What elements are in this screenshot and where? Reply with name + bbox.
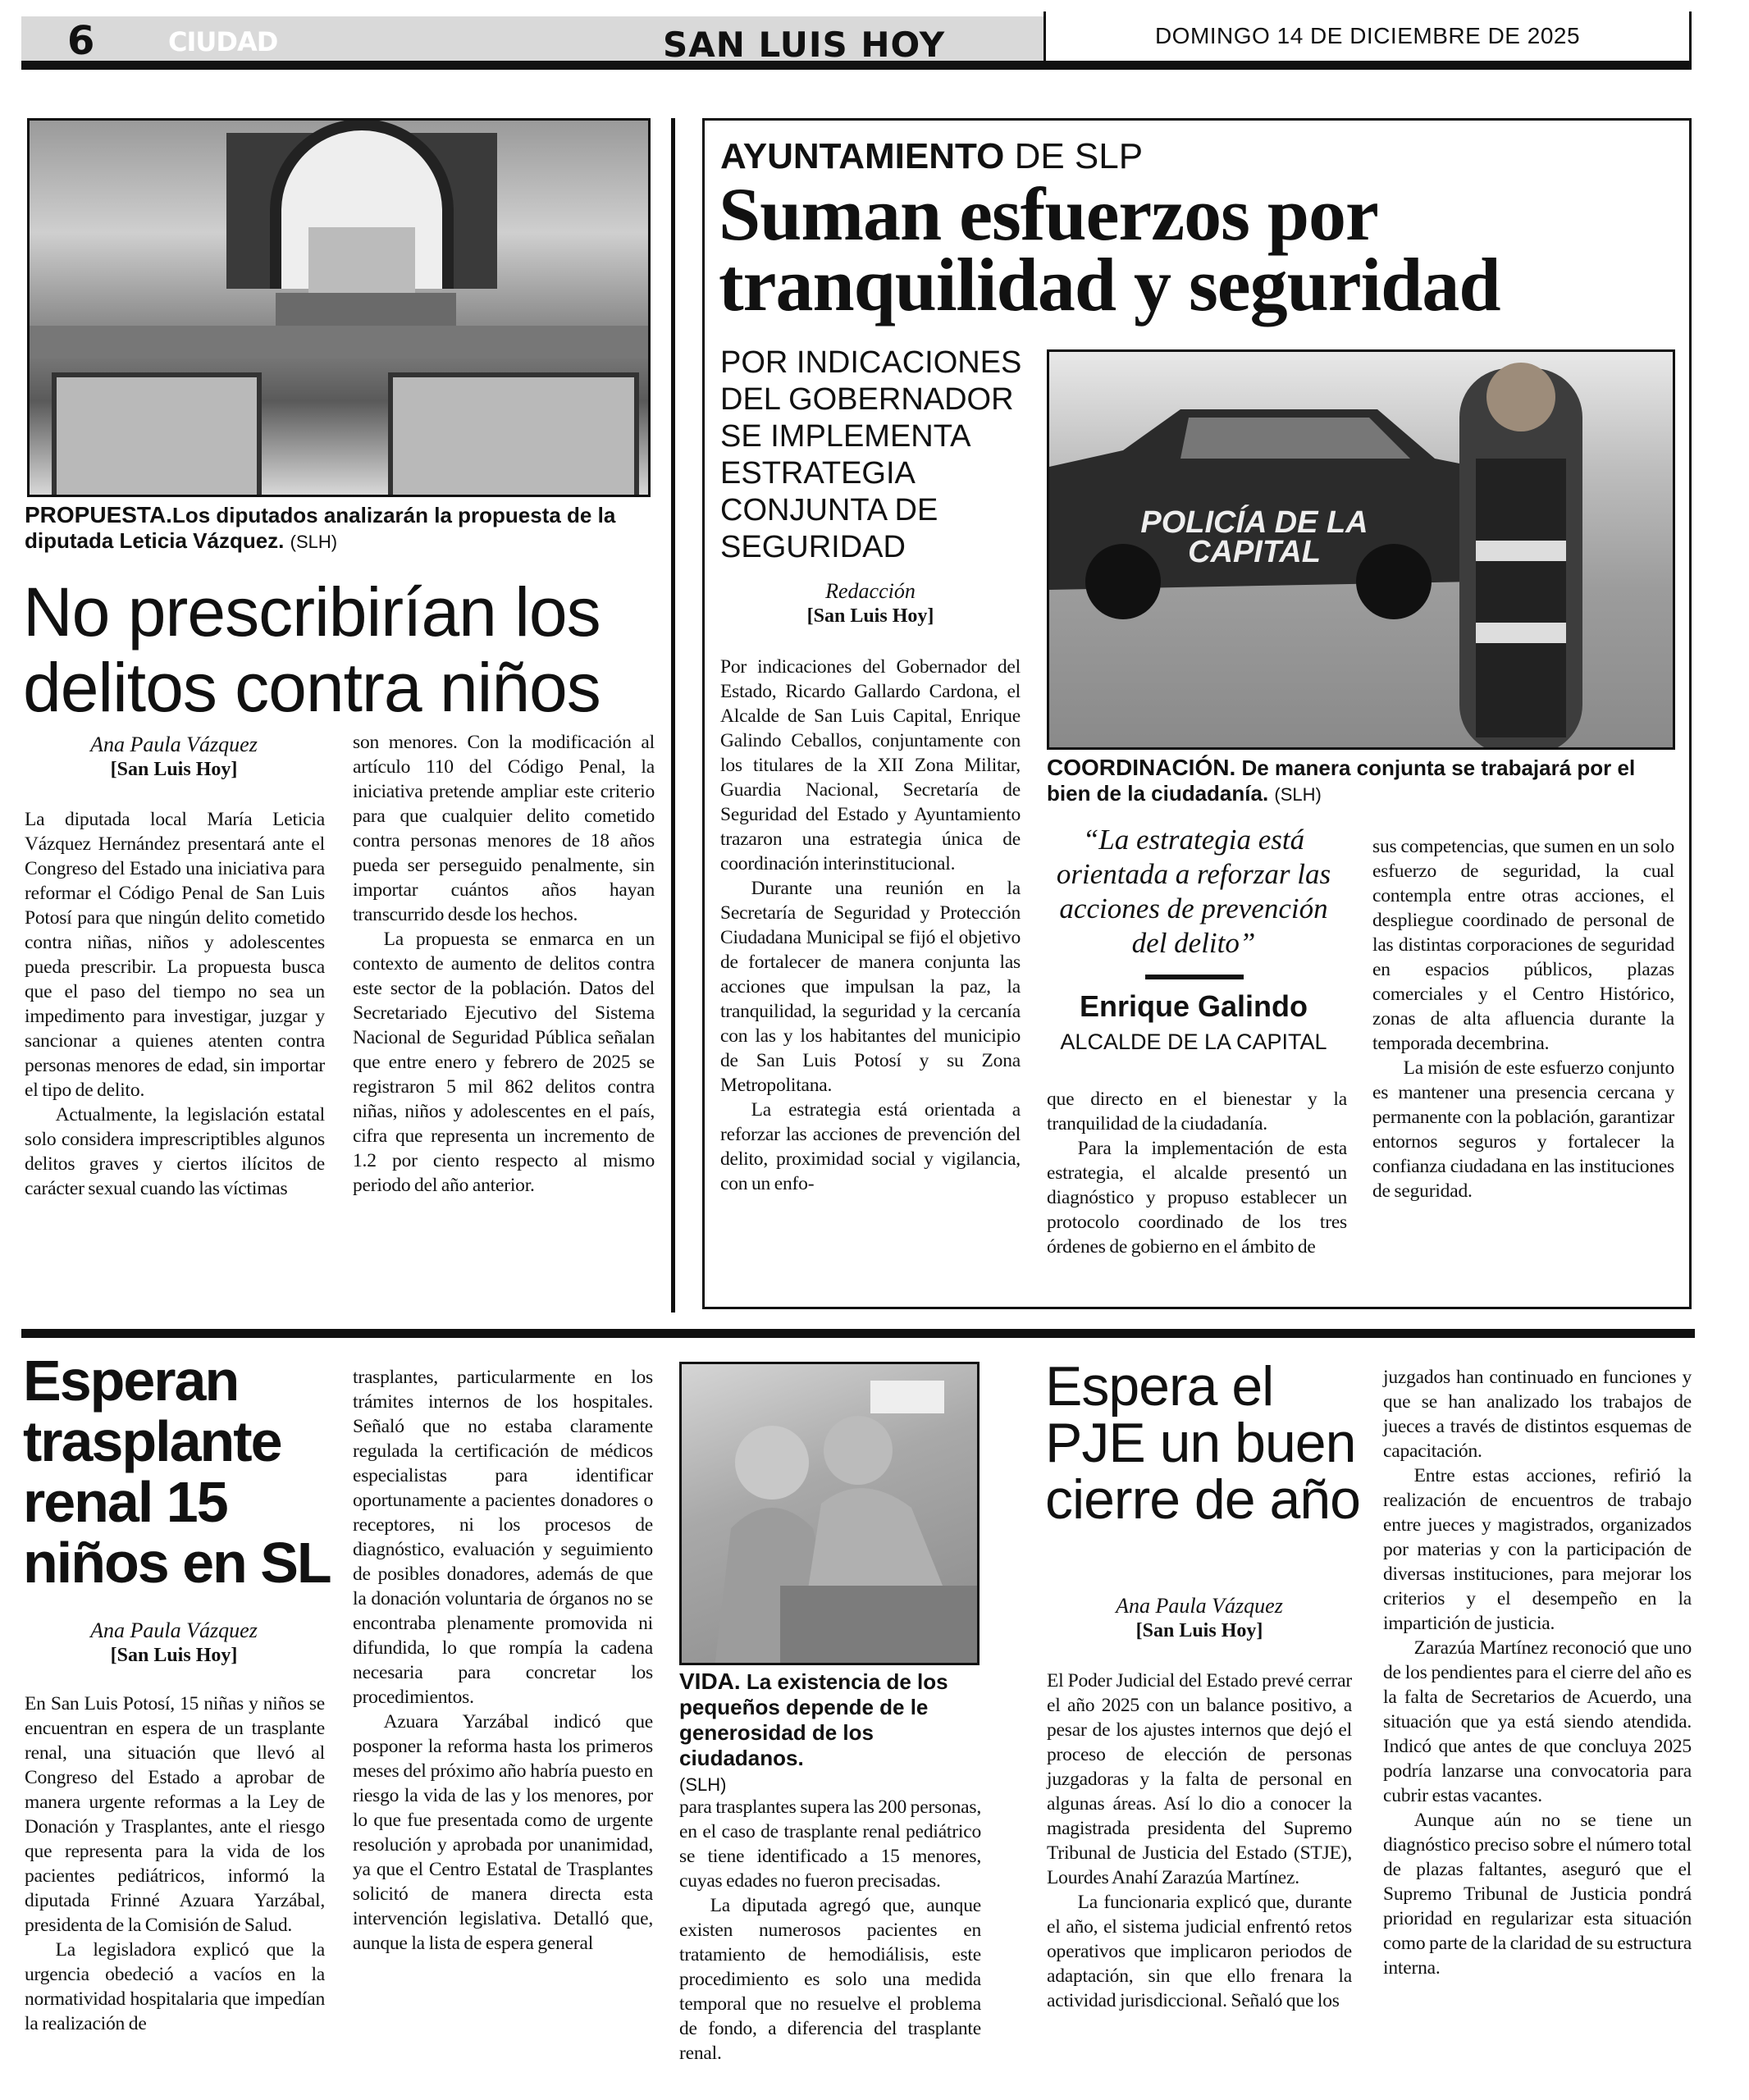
paragraph: Por indicaciones del Gobernador del Estado, Ricardo Gallardo Cardona, el Alcalde de San Luis Capital, Enrique Galindo Ceballos, conjuntamente con los titulares de la XII Zona Militar, Guardia Nacional, Secretaría de Seguridad del Estado y Ayuntamiento trazaron una estrategia única de coordinación interinstitucional. [720, 656, 1021, 874]
car-lettering: POLICÍA DE LA CAPITAL [1140, 505, 1368, 569]
caption-lead: COORDINACIÓN. [1047, 755, 1236, 780]
paragraph: trasplantes, particularmente en los trámites internos de los hospitales. Señaló que no estaba claramente regulada la certificación de médicos especialistas para identificar oportunamente a pacientes donadores o receptores, ni los procesos de diagnóstico, evaluación y seguimiento de posibles donadores, además de que la donación voluntaria de órganos no se encontraba plenamente promovida ni difundida, lo que rompía la cadena necesaria para concretar los procedimientos. [353, 1367, 653, 1708]
byline [1047, 1594, 1352, 1643]
kicker [720, 136, 1143, 177]
paragraph: En San Luis Potosí, 15 niñas y niños se encuentran en espera de un trasplante renal, una situación que llevó al Congreso del Estado a aprobar de manera urgente reformas a la Ley de Donación y Trasplantes, ante el riesgo que representa para la vida de los pacientes pediátricos, informó la diputada Frinné Azuara Yarzábal, presidenta de la Comisión de Salud. [25, 1693, 325, 1936]
caption-source: (SLH) [1274, 784, 1322, 805]
article-headline: Esperan trasplante renal 15 niños en SL [23, 1349, 331, 1595]
pull-quote: “La estrategia está orientada a reforzar las acciones de prevención del delito” [1056, 824, 1331, 959]
author: Ana Paula Vázquez [90, 1618, 258, 1642]
paragraph: La funcionaria explicó que, durante el año, el sistema judicial enfrentó retos operativos que implicaron periodos de adaptación, sin que ello frenara la actividad jurisdiccional. Señaló que los [1047, 1892, 1352, 2011]
kicker-rest: DE SLP [1014, 136, 1144, 176]
paragraph: Para la implementación de esta estrategia, el alcalde presentó un diagnóstico y propuso establecer un protocolo coordinado de los tres órdenes de gobierno en el ámbito de [1047, 1138, 1347, 1258]
surgery-photo [679, 1362, 980, 1665]
paragraph: Durante una reunión en la Secretaría de Seguridad y Protección Ciudadana Municipal se fijó el objetivo de fortalecer de manera conjunta las acciones que impulsan la paz, la tranquilidad, la seguridad y la cercanía con las y los habitantes del municipio de San Luis Potosí y su Zona Metropolitana. [720, 878, 1021, 1096]
article-column [1047, 1669, 1352, 2013]
paragraph: Zarazúa Martínez reconoció que uno de los pendientes para el cierre del año es la falta de Secretarios de Acuerdo, una situación que ya está siendo atendida. Indicó que antes de que concluya 2025 podría lanzarse una convocatoria para cubrir estas vacantes. [1383, 1637, 1692, 1806]
paragraph: El Poder Judicial del Estado prevé cerrar el año 2025 con un balance positivo, a pesar de los ajustes internos que dejó el proceso de elección de personas juzgadoras y la falta de personal en algunas áreas. Así lo dio a conocer la magistrada presidenta del Supremo Tribunal de Justicia del Estado (STJE), Lourdes Anahí Zarazúa Martínez. [1047, 1670, 1352, 1888]
byline [720, 579, 1021, 628]
article-column [25, 807, 325, 1201]
issue-date: DOMINGO 14 DE DICIEMBRE DE 2025 [1154, 23, 1581, 48]
paragraph: La misión de este esfuerzo conjunto es mantener una presencia cercana y permanente con la población, garantizar entornos seguros y fortalecer la confianza ciudadana en las instituciones de seguridad. [1372, 1057, 1674, 1202]
paragraph: La diputada local María Leticia Vázquez Hernández presentará ante el Congreso del Estado una iniciativa para reformar el Código Penal de San Luis Potosí para que ningún delito cometido contra niñas, niños y adolescentes pueda prescribir. La propuesta busca que el paso del tiempo no sea un impedimento para investigar, juzgar y sancionar a quienes atenten contra personas menores de edad, sin importar el tipo de delito. [25, 809, 325, 1101]
paragraph: para trasplantes supera las 200 personas, en el caso de trasplante renal pediátrico se tiene identificado a 15 menores, cuyas edades no fueron precisadas. [679, 1796, 981, 1892]
caption-lead: VIDA. [679, 1669, 741, 1694]
quote-rule [1145, 975, 1244, 979]
article-headline: Suman esfuerzos por tranquilidad y seguridad [719, 172, 1500, 326]
article-headline: No prescribirían los delitos contra niños [23, 573, 601, 726]
caption-text: De manera conjunta se trabajará por el bien de la ciudadanía. [1047, 756, 1636, 806]
quote-title: ALCALDE DE LA CAPITAL [1060, 1029, 1327, 1054]
section-name: CIUDAD [168, 26, 278, 57]
article-column [353, 1365, 653, 1956]
article-column [720, 655, 1021, 1196]
paragraph: Entre estas acciones, refirió la realización de encuentros de trabajo entre jueces y magistrados, organizados por materias y con la participación de diversas instituciones, para mejorar los criterios y el desempeño en la impartición de justicia. [1383, 1465, 1692, 1634]
paragraph: La legisladora explicó que la urgencia obedeció a vacíos en la normatividad hospitalaria que impedían la realización de [25, 1939, 325, 2034]
page-number: 6 [67, 18, 95, 64]
article-column [1047, 1087, 1347, 1259]
paragraph: Azuara Yarzábal indicó que posponer la reforma hasta los primeros meses del próximo año habría puesto en riesgo la vida de las y los menores, por lo que fue presentada como de urgente resolución y aprobada por unanimidad, ya que el Centro Estatal de Trasplantes solicitó de manera directa esta intervención legislativa. Detalló que, aunque la lista de espera general [353, 1711, 653, 1954]
paragraph: La estrategia está orientada a reforzar las acciones de prevención del delito, proximidad social y vigilancia, con un enfo- [720, 1099, 1021, 1194]
outlet: [San Luis Hoy] [1135, 1620, 1263, 1641]
police-photo [1047, 349, 1675, 750]
paragraph: Aunque aún no se tiene un diagnóstico preciso sobre el número total de plazas faltantes, aseguró que el Supremo Tribunal de Justicia pondrá prioridad en regularizar esta situación como parte de la claridad de su estructura interna. [1383, 1810, 1692, 1979]
caption-text: Los diputados analizarán la propuesta de la diputada Leticia Vázquez. [25, 503, 616, 553]
section-divider [21, 1329, 1695, 1338]
paragraph: La diputada agregó que, aunque existen numerosos pacientes en tratamiento de hemodiálisis, este procedimiento es solo una medida temporal que no resuelve el problema de fondo, a diferencia del trasplante renal. [679, 1895, 981, 2064]
photo-caption [679, 1669, 983, 1797]
article-column [25, 1691, 325, 2036]
paragraph: son menores. Con la modificación al artículo 110 del Código Penal, la iniciativa pretende ampliar este criterio para que cualquier delito cometido contra personas menores de 18 años pueda ser perseguido penalmente, sin importar cuántos años hayan transcurrido desde los hechos. [353, 732, 655, 925]
author: Ana Paula Vázquez [90, 733, 258, 756]
caption-lead: PROPUESTA. [25, 502, 172, 527]
article-headline: Espera el PJE un buen cierre de año [1045, 1355, 1360, 1531]
newspaper-name: SAN LUIS HOY [663, 25, 946, 65]
congress-photo [27, 118, 651, 497]
caption-text: La existencia de los pequeños depende de le generosidad de los ciudadanos. [679, 1669, 948, 1770]
paragraph: sus competencias, que sumen en un solo esfuerzo de seguridad, la cual contempla entre otras acciones, el despliegue coordinado de personal de las distintas corporaciones de seguridad en espacios públicos, plazas comerciales y el Centro Histórico, zonas de alta afluencia durante la temporada decembrina. [1372, 836, 1674, 1054]
article-column [1383, 1365, 1692, 1980]
author: Redacción [825, 579, 916, 603]
article-column [679, 1795, 981, 2066]
paragraph: juzgados han continuado en funciones y que se han analizado los trabajos de jueces a través de distintos esquemas de capacitación. [1383, 1367, 1692, 1462]
byline [25, 733, 323, 782]
quote-name: Enrique Galindo [1079, 989, 1308, 1023]
outlet: [San Luis Hoy] [110, 759, 238, 780]
outlet: [San Luis Hoy] [806, 605, 934, 627]
photo-caption [25, 502, 681, 555]
article-column [1372, 834, 1674, 1203]
kicker-bold: AYUNTAMIENTO [720, 136, 1005, 176]
column-divider [671, 118, 675, 1312]
subhead: POR INDICACIONES DEL GOBERNADOR SE IMPLEMENTA ESTRATEGIA CONJUNTA DE SEGURIDAD [720, 345, 1022, 564]
article-column [353, 730, 655, 1198]
author: Ana Paula Vázquez [1116, 1594, 1283, 1618]
paragraph: que directo en el bienestar y la tranquilidad de la ciudadanía. [1047, 1089, 1347, 1134]
photo-caption [1047, 755, 1678, 807]
paragraph: Actualmente, la legislación estatal solo considera imprescriptibles algunos delitos graves y ciertos ilícitos de carácter sexual cuando las víctimas [25, 1104, 325, 1199]
caption-source: (SLH) [290, 532, 338, 552]
outlet: [San Luis Hoy] [110, 1645, 238, 1666]
caption-source: (SLH) [679, 1774, 727, 1795]
paragraph: La propuesta se enmarca en un contexto de aumento de delitos contra este sector de la población. Datos del Secretariado Ejecutivo del Sistema Nacional de Seguridad Pública señalan que entre enero y febrero de 2025 se registraron 5 mil 862 delitos contra niñas, niños y adolescentes en el país, cifra que representa un incremento de 1.2 por ciento respecto al mismo periodo del año anterior. [353, 929, 655, 1196]
byline [25, 1618, 323, 1668]
